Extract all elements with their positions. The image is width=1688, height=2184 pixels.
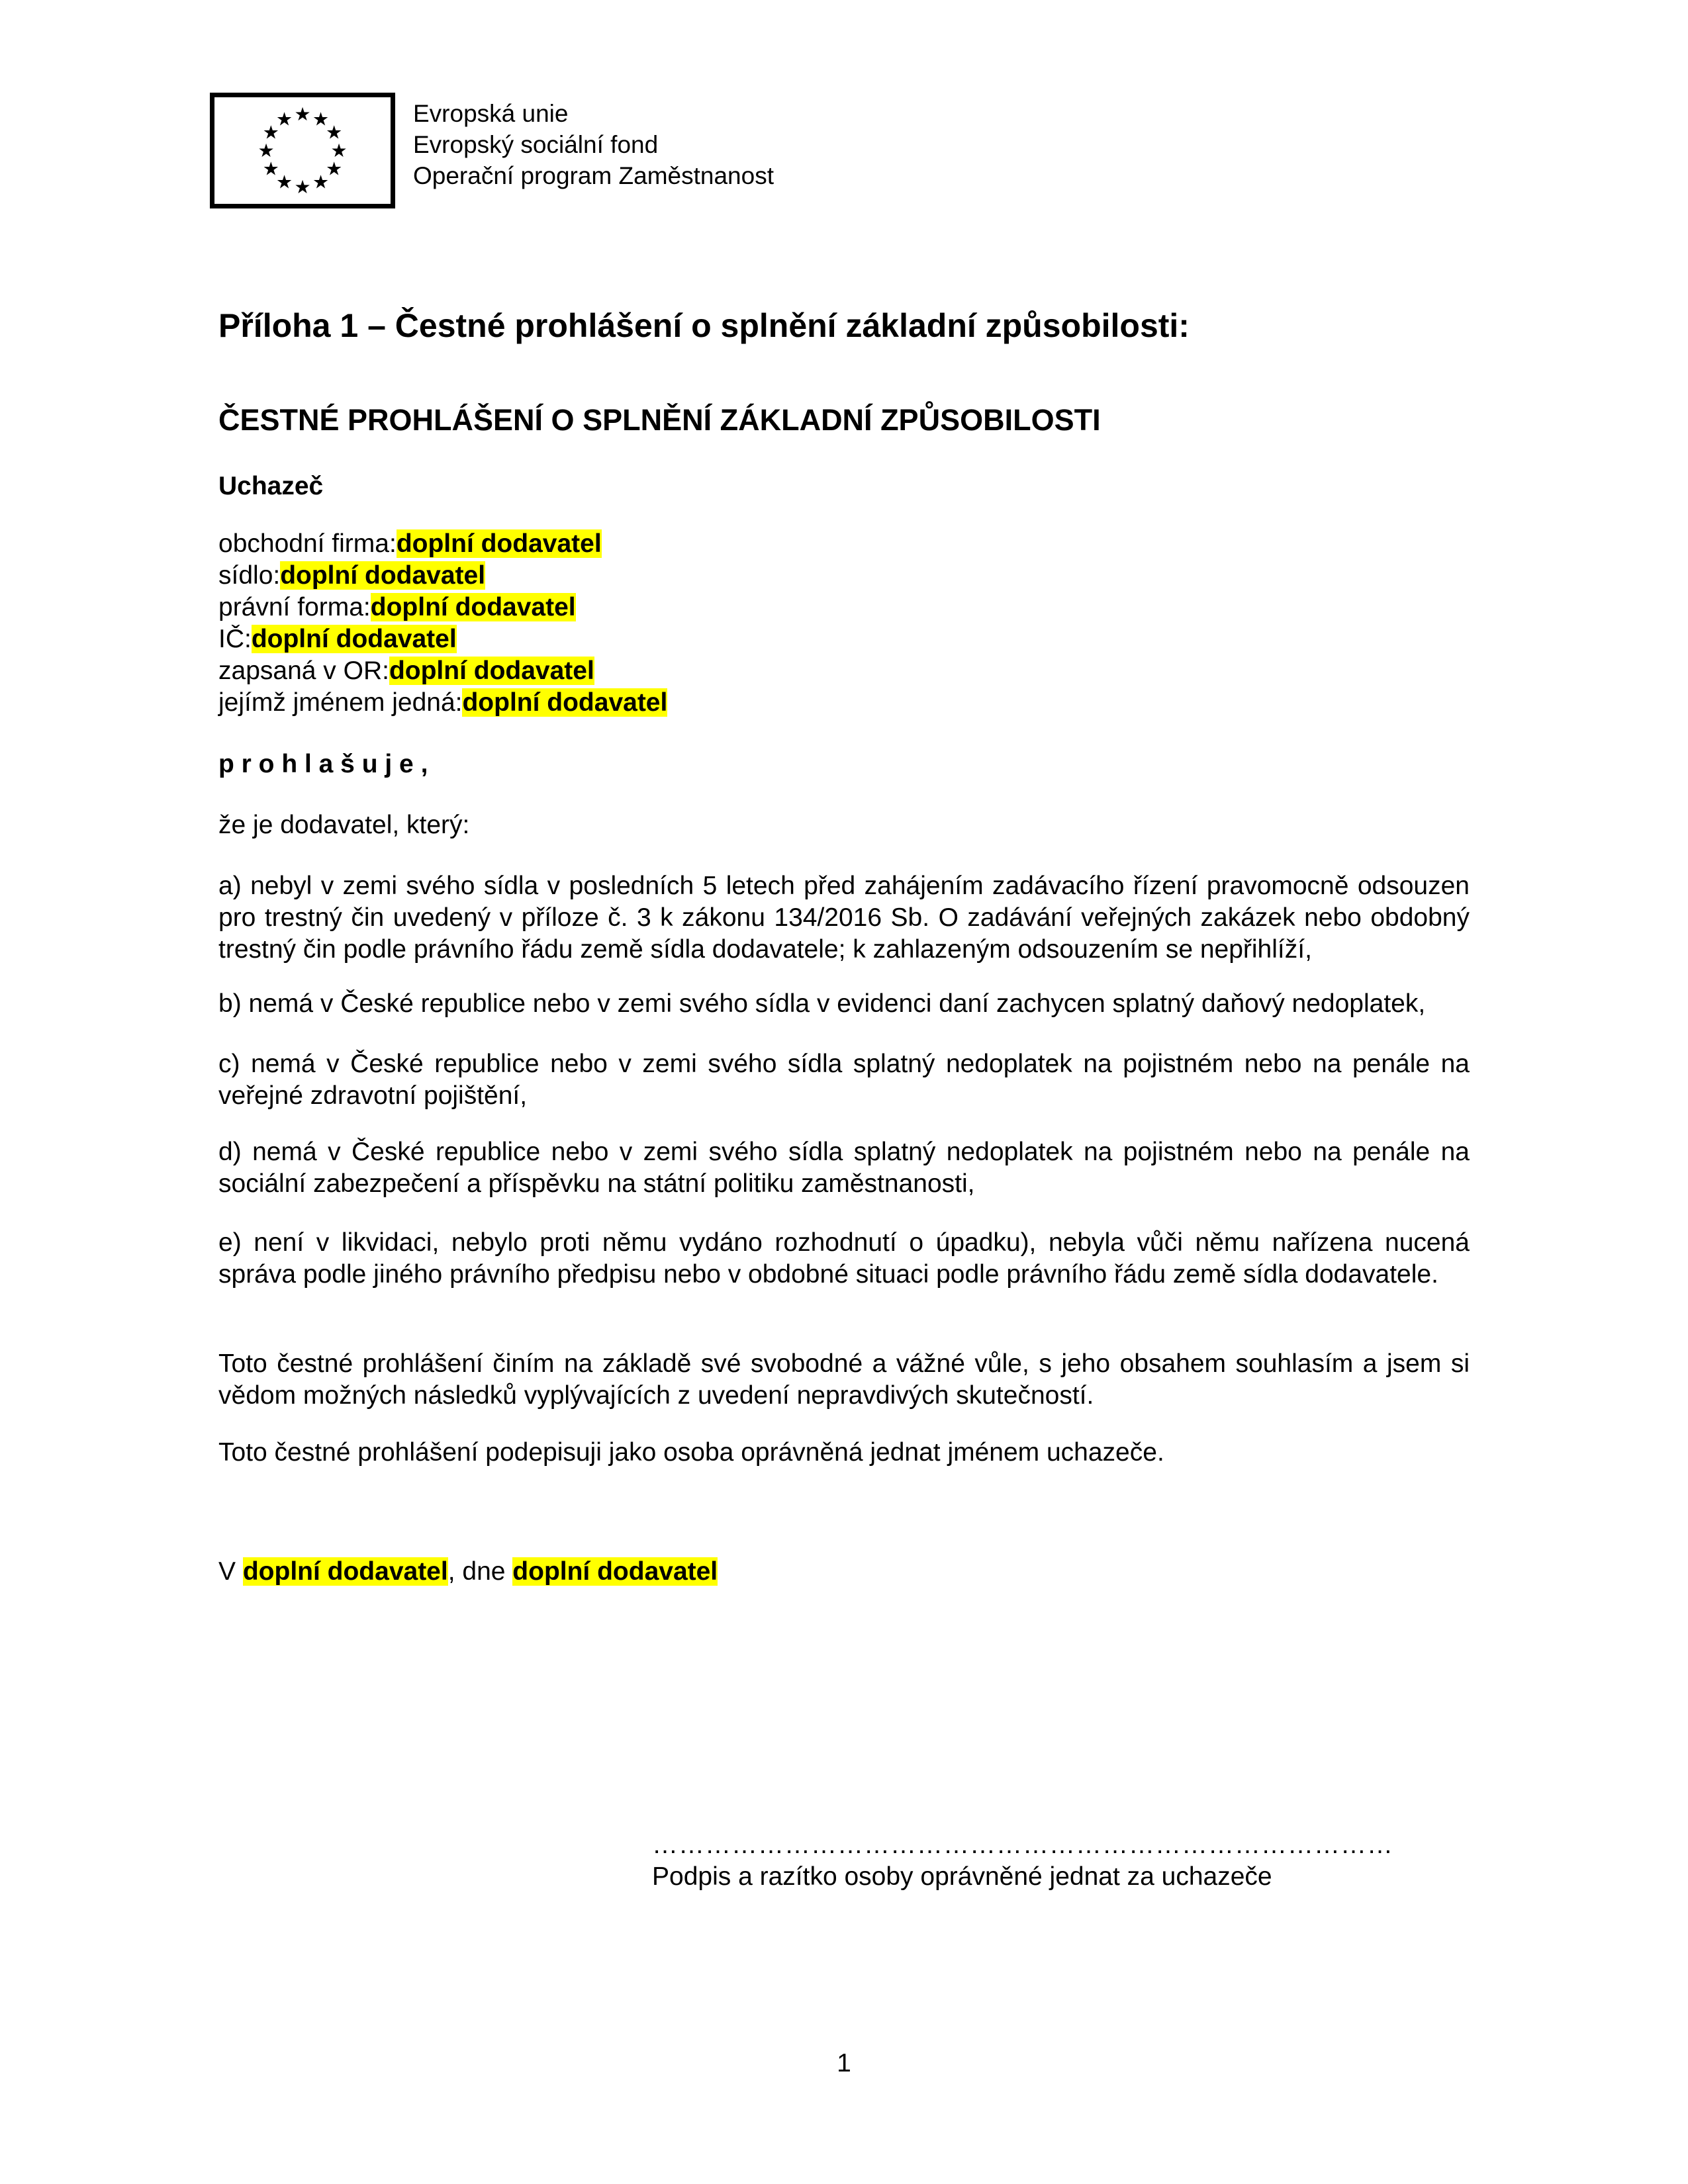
field-placeholder-pravni-forma[interactable]: doplní dodavatel [370, 593, 576, 621]
place-date-line [218, 1556, 1470, 1588]
star-icon: ★ [258, 140, 275, 161]
declaration-heading: ČESTNÉ PROHLÁŠENÍ O SPLNĚNÍ ZÁKLADNÍ ZPŮSOBILOSTI [218, 403, 1101, 437]
star-icon: ★ [326, 158, 343, 179]
field-label-obchodni-firma: obchodní firma: [218, 529, 397, 558]
logo-line-eu: Evropská unie [413, 100, 569, 127]
place-placeholder[interactable]: doplní dodavatel [242, 1557, 448, 1586]
logo-line-opz: Operační program Zaměstnanost [413, 162, 774, 189]
page-number: 1 [837, 2049, 851, 2077]
signature-caption: Podpis a razítko osoby oprávněné jednat za uchazeče [652, 1862, 1272, 1891]
supplier-details [218, 528, 1470, 719]
field-placeholder-obchodni-firma[interactable]: doplní dodavatel [396, 529, 602, 558]
star-icon: ★ [262, 122, 279, 142]
place-prefix: V [218, 1557, 243, 1586]
star-icon: ★ [294, 103, 311, 124]
declaration-item-d: d) nemá v České republice nebo v zemi svého sídla splatný nedoplatek na pojistném nebo na penále na sociální zabezpečení a příspěvku na státní politiku zaměstnanosti, [218, 1138, 1470, 1198]
form-line-pravni-forma [218, 592, 1470, 623]
declaration-item-a: a) nebyl v zemi svého sídla v posledních 5 letech před zahájením zadávacího řízení pravomocně odsouzen pro trestný čin uvedený v příloze č. 3 k zákonu 134/2016 Sb. O zadávání veřejných zakázek nebo obdobný trestný čin podle právního řádu země sídla dodavatele; k zahlazeným odsouzením se nepřihlíží, [218, 872, 1470, 964]
star-icon: ★ [275, 171, 293, 193]
closing-paragraph-1: Toto čestné prohlášení činím na základě své svobodné a vážné vůle, s jeho obsahem souhlasím a jsem si vědom možných následků vyplývajících z uvedení nepravdivých skutečností. [218, 1349, 1470, 1410]
form-line-ic [218, 623, 1470, 655]
field-placeholder-jejimz-jmenem-jedna[interactable]: doplní dodavatel [462, 688, 668, 717]
star-icon: ★ [262, 158, 279, 179]
signature-dotted-line: ………………………………………………………………………… [652, 1831, 1393, 1859]
field-placeholder-zapsana-v-or[interactable]: doplní dodavatel [389, 657, 594, 685]
star-icon: ★ [326, 122, 343, 142]
subject-label: Uchazeč [218, 472, 324, 500]
field-label-sidlo: sídlo: [218, 561, 281, 590]
field-placeholder-sidlo[interactable]: doplní dodavatel [280, 561, 486, 590]
star-icon: ★ [294, 176, 311, 197]
form-line-sidlo [218, 560, 1470, 592]
star-icon: ★ [275, 108, 293, 129]
star-icon: ★ [330, 140, 348, 161]
declaration-intro: že je dodavatel, který: [218, 811, 470, 839]
field-label-jejimz-jmenem-jedna: jejímž jménem jedná: [218, 688, 463, 717]
field-placeholder-ic[interactable]: doplní dodavatel [251, 625, 457, 653]
eu-logo-block [210, 93, 1470, 208]
field-label-ic: IČ: [218, 625, 252, 653]
form-line-obchodni-firma [218, 528, 1470, 560]
date-separator: , dne [447, 1557, 513, 1586]
logo-line-esf: Evropský sociální fond [413, 131, 659, 158]
closing-paragraph-2: Toto čestné prohlášení podepisuji jako osoba oprávněná jednat jménem uchazeče. [218, 1438, 1164, 1467]
declaration-item-e: e) není v likvidaci, nebylo proti němu vydáno rozhodnutí o úpadku), nebyla vůči němu nařízena nucená správa podle jiného právního předpisu nebo v obdobné situaci podle právního řádu země sídla dodavatele. [218, 1228, 1470, 1289]
declaration-item-c: c) nemá v České republice nebo v zemi svého sídla splatný nedoplatek na pojistném nebo na penále na veřejné zdravotní pojištění, [218, 1050, 1470, 1110]
declaration-item-b: b) nemá v České republice nebo v zemi svého sídla v evidenci daní zachycen splatný daňový nedoplatek, [218, 989, 1426, 1018]
logo-text [413, 98, 774, 191]
field-label-zapsana-v-or: zapsaná v OR: [218, 657, 389, 685]
field-label-pravni-forma: právní forma: [218, 593, 371, 621]
form-line-zapsana-v-or [218, 655, 1470, 687]
star-icon: ★ [312, 108, 330, 129]
signature-block [652, 1829, 1470, 1893]
date-placeholder[interactable]: doplní dodavatel [512, 1557, 718, 1586]
page-title: Příloha 1 – Čestné prohlášení o splnění základní způsobilosti: [218, 307, 1190, 344]
eu-flag-logo [210, 93, 395, 208]
declares-word: p r o h l a š u j e , [218, 750, 428, 778]
star-icon: ★ [312, 171, 330, 193]
form-line-jejimz-jmenem-jedna [218, 687, 1470, 719]
